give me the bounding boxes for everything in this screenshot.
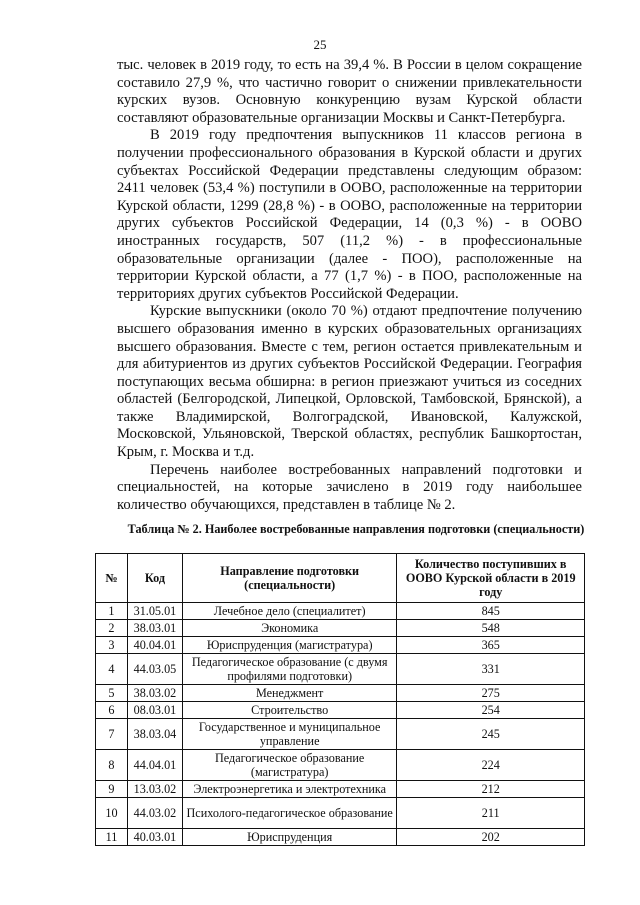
header-number: №	[96, 554, 128, 603]
cell-count: 211	[397, 798, 585, 829]
cell-count: 845	[397, 603, 585, 620]
cell-code: 31.05.01	[127, 603, 182, 620]
cell-direction: Строительство	[182, 702, 397, 719]
cell-code: 08.03.01	[127, 702, 182, 719]
cell-number: 11	[96, 829, 128, 846]
cell-code: 44.03.05	[127, 654, 182, 685]
table-row	[96, 719, 585, 750]
cell-number: 10	[96, 798, 128, 829]
cell-code: 44.04.01	[127, 750, 182, 781]
cell-direction: Психолого-педагогическое образование	[182, 798, 397, 829]
cell-direction: Государственное и муниципальное управление	[182, 719, 397, 750]
header-count: Количество поступивших в ООВО Курской области в 2019 году	[397, 554, 585, 603]
cell-direction: Менеджмент	[182, 685, 397, 702]
cell-code: 40.03.01	[127, 829, 182, 846]
table-caption: Таблица № 2. Наиболее востребованные направления подготовки (специальности)	[127, 522, 585, 536]
header-code: Код	[127, 554, 182, 603]
paragraph: тыс. человек в 2019 году, то есть на 39,4 %. В России в целом сокращение составило 27,9 %, что частично говорит о снижении привлекательности курских вузов. Основную конкуренцию вузам Курской области составляют образовательные организации Москвы и Санкт-Петербурга.	[117, 57, 582, 126]
table-header-row	[96, 554, 585, 603]
cell-code: 38.03.01	[127, 620, 182, 637]
cell-number: 9	[96, 781, 128, 798]
cell-code: 40.04.01	[127, 637, 182, 654]
cell-count: 202	[397, 829, 585, 846]
cell-direction: Юриспруденция	[182, 829, 397, 846]
table-row	[96, 603, 585, 620]
cell-number: 5	[96, 685, 128, 702]
page-number: 25	[313, 37, 327, 52]
cell-number: 2	[96, 620, 128, 637]
header-direction: Направление подготовки (специальности)	[182, 554, 397, 603]
cell-number: 8	[96, 750, 128, 781]
cell-count: 548	[397, 620, 585, 637]
table-row	[96, 637, 585, 654]
cell-code: 38.03.02	[127, 685, 182, 702]
cell-code: 38.03.04	[127, 719, 182, 750]
paragraph: В 2019 году предпочтения выпускников 11 классов региона в получении профессионального образования в Курской области и других субъектах Российской Федерации представлены следующим образом: 2411 человек (53,4 %) поступили в ООВО, расположенные на территории Курской области, 1299 (28,8 %) - в ООВО, расположенные на территории других субъектов Российской Федерации, 14 (0,3 %) - в ООВО иностранных государств, 507 (11,2 %) - в профессиональные образовательные организации (далее - ПОО), расположенные на территории Курской области, а 77 (1,7 %) - в ПОО, расположенные на территориях других субъектов Российской Федерации.	[117, 127, 582, 302]
table-row	[96, 829, 585, 846]
table-row	[96, 798, 585, 829]
cell-count: 365	[397, 637, 585, 654]
cell-number: 4	[96, 654, 128, 685]
directions-table	[95, 553, 585, 846]
table-row	[96, 685, 585, 702]
cell-code: 13.03.02	[127, 781, 182, 798]
table-row	[96, 702, 585, 719]
table-row	[96, 781, 585, 798]
cell-direction: Лечебное дело (специалитет)	[182, 603, 397, 620]
paragraph: Перечень наиболее востребованных направлений подготовки и специальностей, на которые зачислено в 2019 году наибольшее количество обучающихся, представлен в таблице № 2.	[117, 461, 582, 513]
cell-code: 44.03.02	[127, 798, 182, 829]
cell-direction: Педагогическое образование (магистратура)	[182, 750, 397, 781]
cell-count: 245	[397, 719, 585, 750]
cell-count: 212	[397, 781, 585, 798]
paragraph: Курские выпускники (около 70 %) отдают предпочтение получению высшего образования именно в курских образовательных организациях высшего образования. Вместе с тем, регион остается привлекательным и для абитуриентов из других субъектов Российской Федерации. География поступающих весьма обширна: в регион приезжают учиться из соседних областей (Белгородской, Липецкой, Орловской, Тамбовской, Брянской), а также Владимирской, Волгоградской, Ивановской, Калужской, Московской, Ульяновской, Тверской областях, республик Башкортостан, Крым, г. Москва и т.д.	[117, 303, 582, 461]
cell-direction: Экономика	[182, 620, 397, 637]
table-row	[96, 654, 585, 685]
cell-direction: Педагогическое образование (с двумя профилями подготовки)	[182, 654, 397, 685]
cell-number: 7	[96, 719, 128, 750]
cell-number: 6	[96, 702, 128, 719]
table-row	[96, 620, 585, 637]
table-row	[96, 750, 585, 781]
cell-number: 1	[96, 603, 128, 620]
cell-count: 254	[397, 702, 585, 719]
cell-direction: Юриспруденция (магистратура)	[182, 637, 397, 654]
cell-count: 224	[397, 750, 585, 781]
cell-count: 275	[397, 685, 585, 702]
cell-direction: Электроэнергетика и электротехника	[182, 781, 397, 798]
cell-count: 331	[397, 654, 585, 685]
body-text	[117, 57, 582, 514]
cell-number: 3	[96, 637, 128, 654]
